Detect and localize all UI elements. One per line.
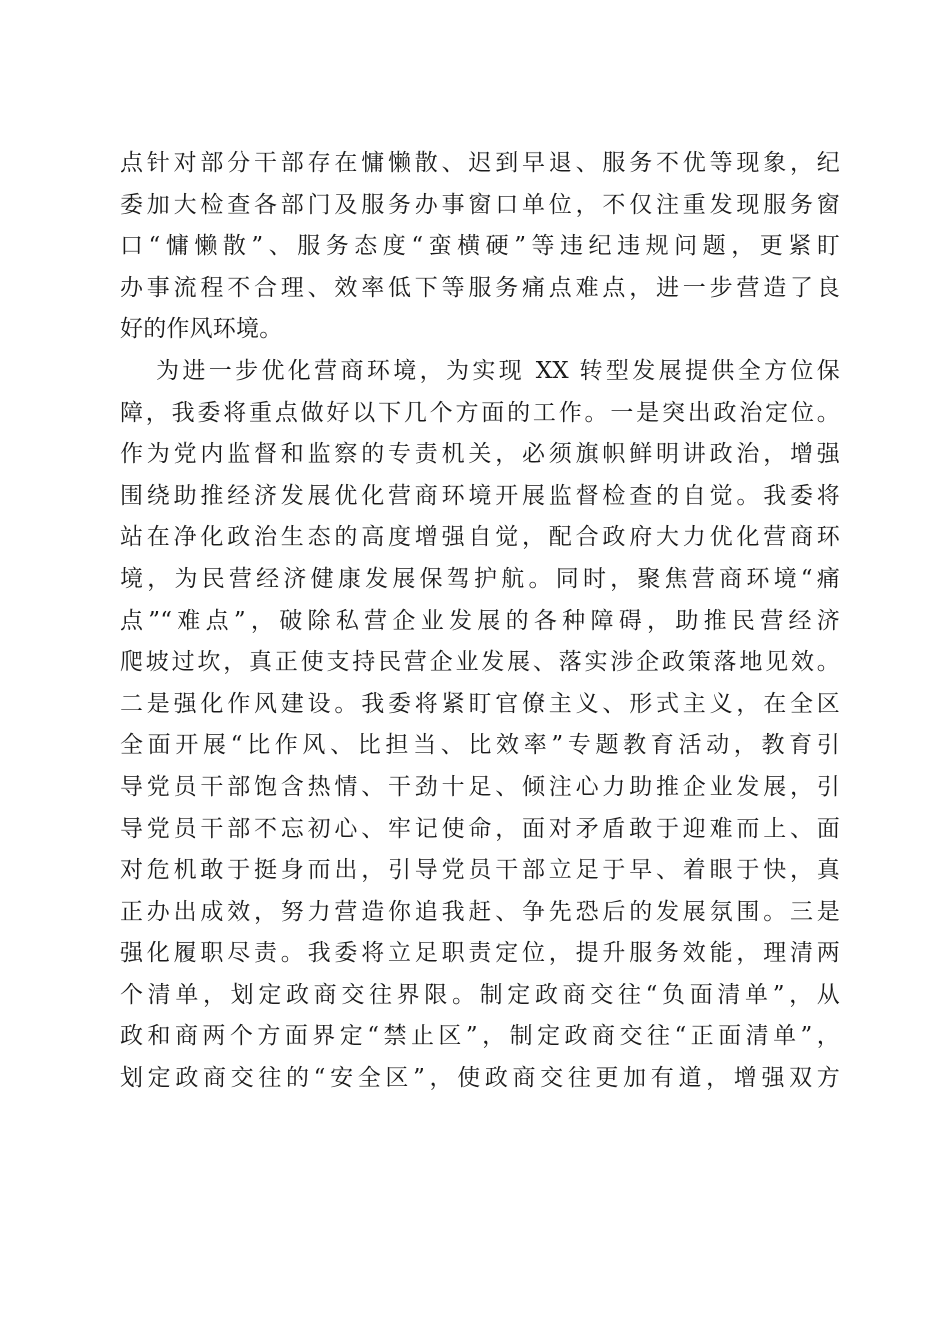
text-line: 站在净化政治生态的高度增强自觉，配合政府大力优化营商环 (120, 524, 840, 551)
text-line: 全面开展“比作风、比担当、比效率”专题教育活动，教育引 (120, 732, 840, 759)
text-line: 划定政商交往的“安全区”，使政商交往更加有道，增强双方 (120, 1065, 840, 1092)
text-line: 强化履职尽责。我委将立足职责定位，提升服务效能，理清两 (120, 940, 840, 967)
text-line: 作为党内监督和监察的专责机关，必须旗帜鲜明讲政治，增强 (120, 441, 840, 468)
text-line: 围绕助推经济发展优化营商环境开展监督检查的自觉。我委将 (120, 482, 840, 509)
text-line: 导党员干部饱含热情、干劲十足、倾注心力助推企业发展，引 (120, 773, 840, 800)
text-line: 为进一步优化营商环境，为实现 XX 转型发展提供全方位保 (156, 357, 840, 384)
text-line: 政和商两个方面界定“禁止区”，制定政商交往“正面清单”， (120, 1023, 840, 1050)
text-line: 境，为民营经济健康发展保驾护航。同时，聚焦营商环境“痛 (120, 565, 840, 592)
text-line: 办事流程不合理、效率低下等服务痛点难点，进一步营造了良 (120, 274, 840, 301)
paragraph-2 (120, 351, 840, 1100)
text-line: 点针对部分干部存在慵懒散、迟到早退、服务不优等现象，纪 (120, 150, 840, 176)
paragraph-1 (120, 143, 840, 351)
text-line: 好的作风环境。 (120, 316, 283, 343)
text-line: 爬坡过坎，真正使支持民营企业发展、落实涉企政策落地见效。 (120, 649, 840, 676)
text-line: 对危机敢于挺身而出，引导党员干部立足于早、着眼于快，真 (120, 857, 840, 884)
text-line: 导党员干部不忘初心、牢记使命，面对矛盾敢于迎难而上、面 (120, 815, 840, 842)
text-line: 点”“难点”，破除私营企业发展的各种障碍，助推民营经济 (120, 607, 840, 634)
text-line: 二是强化作风建设。我委将紧盯官僚主义、形式主义，在全区 (120, 690, 840, 717)
text-line: 障，我委将重点做好以下几个方面的工作。一是突出政治定位。 (120, 399, 840, 426)
text-line: 个清单，划定政商交往界限。制定政商交往“负面清单”，从 (120, 981, 840, 1008)
text-line: 口“慵懒散”、服务态度“蛮横硬”等违纪违规问题，更紧盯 (120, 233, 840, 260)
text-line: 委加大检查各部门及服务办事窗口单位，不仅注重发现服务窗 (120, 191, 840, 218)
text-line: 正办出成效，努力营造你追我赶、争先恐后的发展氛围。三是 (120, 898, 840, 925)
body-text (120, 143, 840, 1100)
